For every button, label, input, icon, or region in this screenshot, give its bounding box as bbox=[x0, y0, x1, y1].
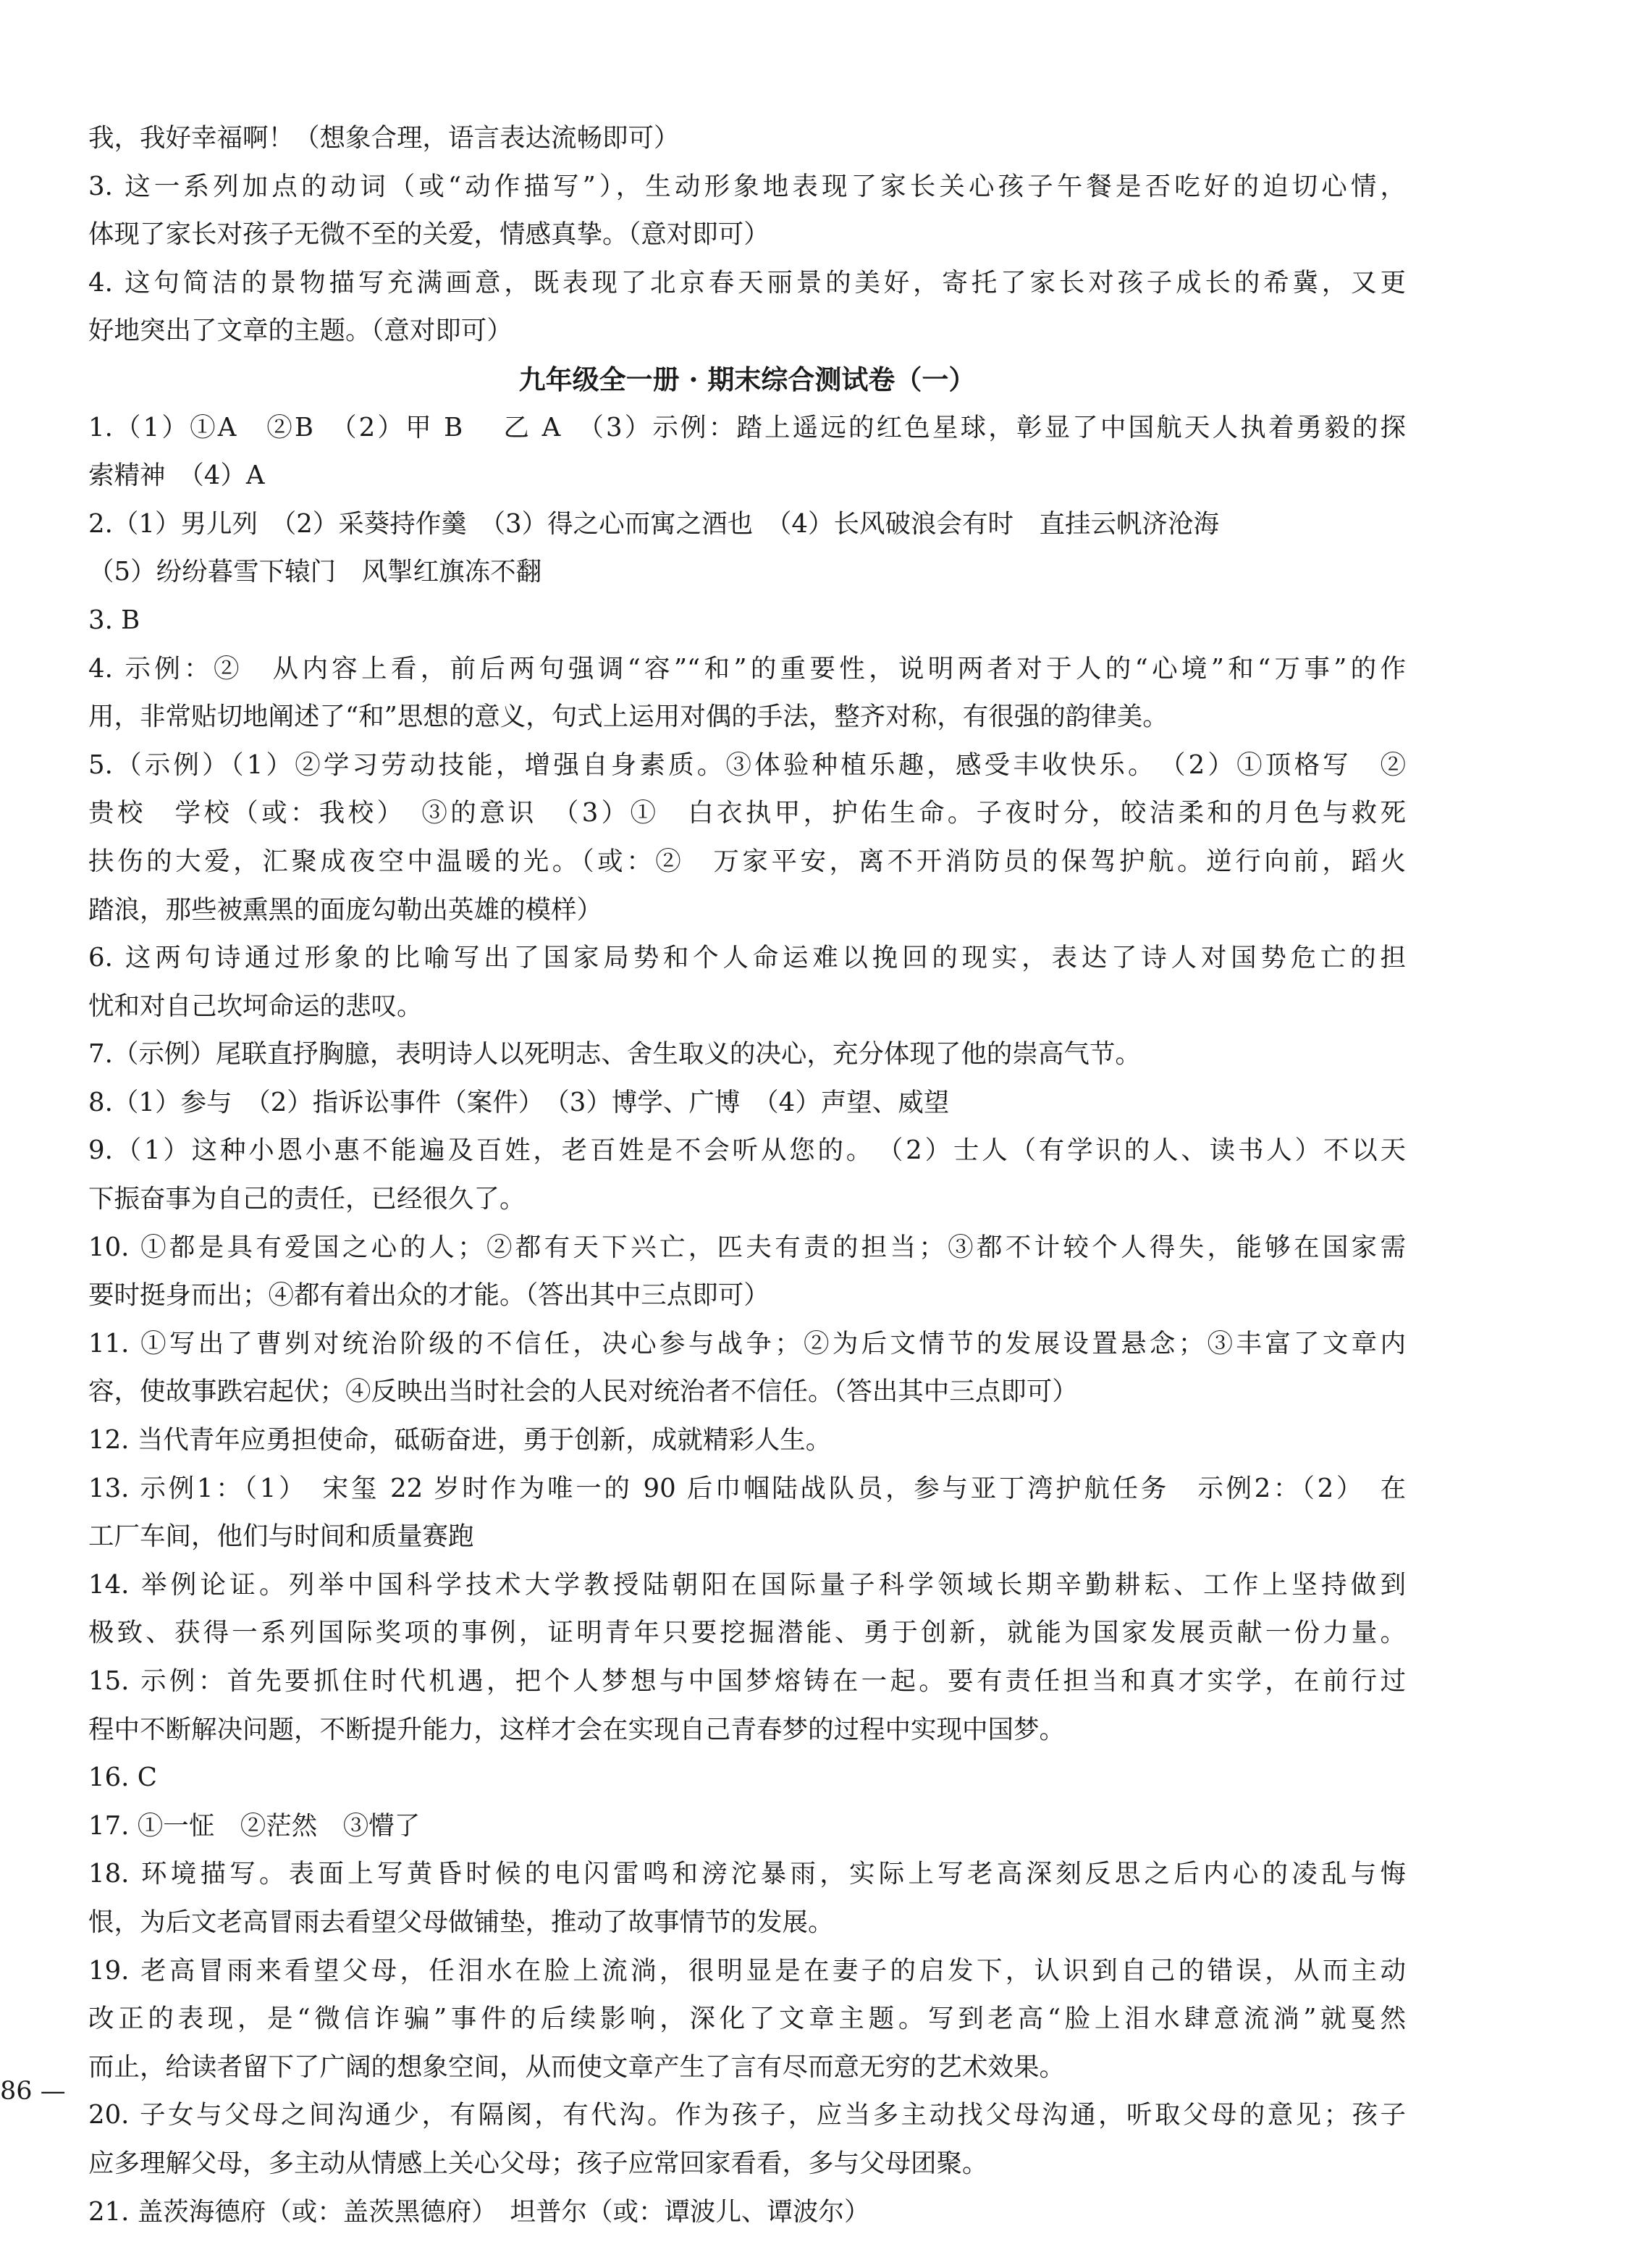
text-line: 8.（1）参与 （2）指诉讼事件（案件） （3）博学、广博 （4）声望、威望 bbox=[88, 1087, 950, 1117]
answer-text-block bbox=[88, 114, 1406, 2236]
text-line: 极致、获得一系列国际奖项的事例，证明青年只要挖掘潜能、勇于创新，就能为国家发展贡献一份力量。 bbox=[88, 1618, 1406, 1648]
page-number: 86 — bbox=[0, 2077, 66, 2106]
section-title: 九年级全一册 · 期末综合测试卷（一） bbox=[518, 363, 976, 395]
text-line: 19. 老高冒雨来看望父母，任泪水在脸上流淌，很明显是在妻子的启发下，认识到自己的错误，从而主动 bbox=[88, 1955, 1406, 1986]
text-line: 改正的表现，是“微信诈骗”事件的后续影响，深化了文章主题。写到老高“脸上泪水肆意流淌”就戛然 bbox=[88, 2004, 1406, 2034]
text-line: 13. 示例1：（1） 宋玺 22 岁时作为唯一的 90 后巾帼陆战队员，参与亚丁湾护航任务 示例2：（2） 在 bbox=[88, 1473, 1406, 1503]
text-line: 4. 这句简洁的景物描写充满画意，既表现了北京春天丽景的美好，寄托了家长对孩子成长的希冀，又更 bbox=[88, 267, 1406, 298]
text-line: 15. 示例：首先要抓住时代机遇，把个人梦想与中国梦熔铸在一起。要有责任担当和真才实学，在前行过 bbox=[88, 1666, 1406, 1696]
text-line: 6. 这两句诗通过形象的比喻写出了国家局势和个人命运难以挽回的现实，表达了诗人对国势危亡的担 bbox=[88, 943, 1406, 973]
text-line: 而止，给读者留下了广阔的想象空间，从而使文章产生了言有尽而意无穷的艺术效果。 bbox=[88, 2051, 1066, 2082]
text-line: 14. 举例论证。列举中国科学技术大学教授陆朝阳在国际量子科学领域长期辛勤耕耘、工作上坚持做到 bbox=[88, 1569, 1406, 1600]
text-line: 扶伤的大爱，汇聚成夜空中温暖的光。（或：② 万家平安，离不开消防员的保驾护航。逆行向前，蹈火 bbox=[88, 846, 1406, 876]
text-line: 容，使故事跌宕起伏；④反映出当时社会的人民对统治者不信任。（答出其中三点即可） bbox=[88, 1377, 1078, 1407]
text-line: 工厂车间，他们与时间和质量赛跑 bbox=[88, 1521, 474, 1552]
text-line: （5）纷纷暮雪下辕门 风掣红旗冻不翻 bbox=[88, 557, 542, 587]
text-line: 9.（1）这种小恩小惠不能遍及百姓，老百姓是不会听从您的。 （2）士人（有学识的人、读书人）不以天 bbox=[88, 1135, 1406, 1166]
text-line: 7.（示例）尾联直抒胸臆，表明诗人以死明志、舍生取义的决心，充分体现了他的崇高气节。 bbox=[88, 1039, 1141, 1070]
text-line: 好地突出了文章的主题。（意对即可） bbox=[88, 316, 513, 346]
text-line: 下振奋事为自己的责任，已经很久了。 bbox=[88, 1184, 526, 1214]
text-line: 3. 这一系列加点的动词（或“动作描写”），生动形象地表现了家长关心孩子午餐是否吃好的迫切心情， bbox=[88, 171, 1406, 201]
text-line: 忧和对自己坎坷命运的悲叹。 bbox=[88, 991, 423, 1021]
answer-page bbox=[88, 114, 1406, 2227]
text-line: 11. ①写出了曹刿对统治阶级的不信任，决心参与战争；②为后文情节的发展设置悬念；③丰富了文章内 bbox=[88, 1328, 1406, 1358]
text-line: 2.（1）男儿列 （2）采葵持作羹 （3）得之心而寓之酒也 （4）长风破浪会有时 直挂云帆济沧海 bbox=[88, 508, 1219, 539]
text-line: 体现了家长对孩子无微不至的关爱，情感真挚。（意对即可） bbox=[88, 219, 770, 250]
text-line: 12. 当代青年应勇担使命，砥砺奋进，勇于创新，成就精彩人生。 bbox=[88, 1425, 832, 1456]
text-line: 恨，为后文老高冒雨去看望父母做铺垫，推动了故事情节的发展。 bbox=[88, 1907, 834, 1937]
text-line: 16. C bbox=[88, 1763, 157, 1793]
text-line: 索精神 （4）A bbox=[88, 461, 265, 491]
text-line: 10. ①都是具有爱国之心的人；②都有天下兴亡，匹夫有责的担当；③都不计较个人得失，能够在国家需 bbox=[88, 1232, 1406, 1262]
text-line: 应多理解父母，多主动从情感上关心父母；孩子应常回家看看，多与父母团聚。 bbox=[88, 2148, 988, 2178]
text-line: 用，非常贴切地阐述了“和”思想的意义，句式上运用对偶的手法，整齐对称，有很强的韵律美。 bbox=[88, 702, 1168, 732]
text-line: 程中不断解决问题，不断提升能力，这样才会在实现自己青春梦的过程中实现中国梦。 bbox=[88, 1714, 1066, 1744]
text-line: 17. ①一怔 ②茫然 ③懵了 bbox=[88, 1810, 421, 1841]
text-line: 踏浪，那些被熏黑的面庞勾勒出英雄的模样） bbox=[88, 894, 603, 925]
text-line: 21. 盖茨海德府（或：盖茨黑德府） 坦普尔（或：谭波儿、谭波尔） bbox=[88, 2196, 870, 2227]
text-line: 贵校 学校（或：我校） ③的意识 （3）① 白衣执甲，护佑生命。子夜时分，皎洁柔和的月色与救死 bbox=[88, 798, 1406, 828]
text-line: 要时挺身而出；④都有着出众的才能。（答出其中三点即可） bbox=[88, 1280, 770, 1311]
text-line: 1.（1）①A ②B （2）甲 B 乙 A （3）示例：踏上遥远的红色星球，彰显了中国航天人执着勇毅的探 bbox=[88, 412, 1406, 442]
text-line: 20. 子女与父母之间沟通少，有隔阂，有代沟。作为孩子，应当多主动找父母沟通，听取父母的意见；孩子 bbox=[88, 2100, 1406, 2130]
text-line: 18. 环境描写。表面上写黄昏时候的电闪雷鸣和滂沱暴雨，实际上写老高深刻反思之后内心的凌乱与悔 bbox=[88, 1859, 1406, 1889]
text-line: 我，我好幸福啊！（想象合理，语言表达流畅即可） bbox=[88, 123, 680, 153]
text-line: 4. 示例：② 从内容上看，前后两句强调“容”“和”的重要性，说明两者对于人的“心境”和“万事”的作 bbox=[88, 653, 1406, 684]
text-line: 3. B bbox=[88, 605, 140, 635]
text-line: 5.（示例）（1）②学习劳动技能，增强自身素质。③体验种植乐趣，感受丰收快乐。 （2）①顶格写 ② bbox=[88, 749, 1406, 780]
